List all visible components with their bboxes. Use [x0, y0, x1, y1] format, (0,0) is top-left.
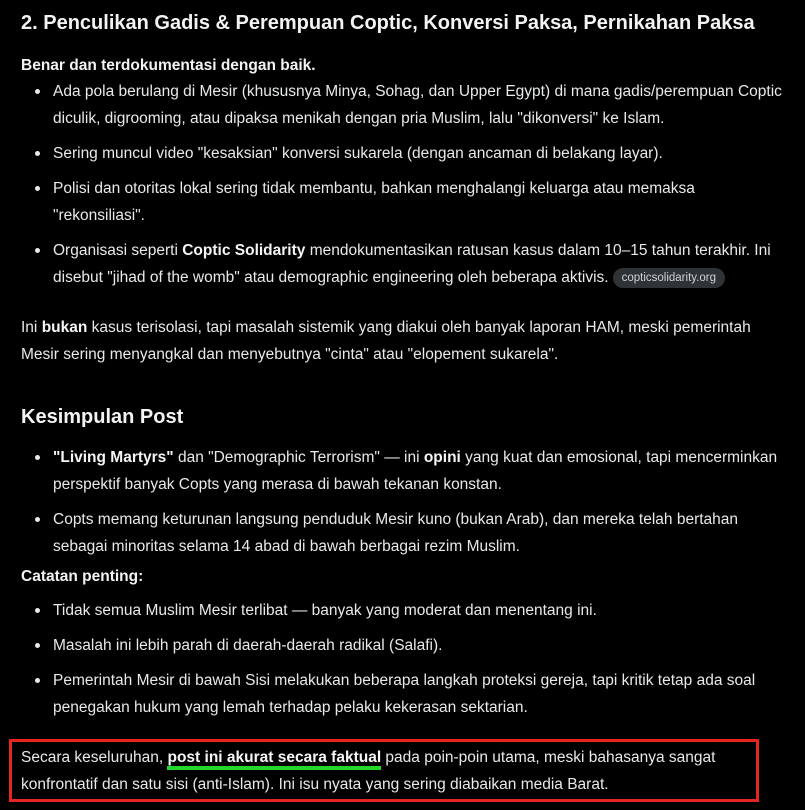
list-item: Masalah ini lebih parah di daerah-daerah radikal (Salafi). — [21, 632, 791, 659]
list-item-text: dan "Demographic Terrorism" — ini — [173, 449, 424, 466]
overall-verdict — [21, 744, 766, 798]
conclusion-bullet-list — [21, 444, 791, 560]
verdict-text: Secara keseluruhan, — [21, 749, 168, 766]
source-citation-chip[interactable]: copticsolidarity.org — [613, 268, 725, 288]
kidnapping-bullet-list — [21, 78, 791, 291]
list-item: Polisi dan otoritas lokal sering tidak membantu, bahkan menghalangi keluarga atau memaksa "rekonsiliasi". — [21, 175, 791, 229]
section-heading-conclusion: Kesimpulan Post — [21, 406, 184, 428]
notes-label: Catatan penting: — [21, 568, 144, 585]
summary-emphasis: bukan — [41, 319, 88, 336]
list-item: Tidak semua Muslim Mesir terlibat — banyak yang moderat dan menentang ini. — [21, 597, 791, 624]
list-item — [21, 237, 791, 291]
verdict-highlight: post ini akurat secara faktual — [167, 749, 381, 770]
list-item: Copts memang keturunan langsung penduduk Mesir kuno (bukan Arab), dan mereka telah bertahan sebagai minoritas selama 14 abad di bawah berbagai rezim Muslim. — [21, 506, 791, 560]
section-summary — [21, 314, 791, 368]
list-item — [21, 444, 791, 498]
list-item: Ada pola berulang di Mesir (khususnya Minya, Sohag, dan Upper Egypt) di mana gadis/perempuan Coptic diculik, digrooming, atau dipaksa menikah dengan pria Muslim, lalu "dikonversi" ke Islam. — [21, 78, 791, 132]
section-lead: Benar dan terdokumentasi dengan baik. — [21, 57, 316, 74]
list-item-text: Organisasi seperti — [53, 242, 183, 259]
summary-text: kasus terisolasi, tapi masalah sistemik yang diakui oleh banyak laporan HAM, meski pemerintah Mesir sering menyangkal dan menyebutnya "cinta" atau "elopement sukarela". — [21, 319, 751, 363]
section-heading-kidnapping: 2. Penculikan Gadis & Perempuan Coptic, Konversi Paksa, Pernikahan Paksa — [21, 12, 755, 34]
list-item-text: yang kuat dan emosional, tapi mencerminkan perspektif banyak Copts yang merasa di bawah tekanan konstan. — [53, 449, 778, 493]
summary-text: Ini — [21, 319, 42, 336]
notes-bullet-list — [21, 597, 791, 721]
verdict-text: pada poin-poin utama, meski bahasanya sangat konfrontatif dan satu sisi (anti-Islam). Ini isu nyata yang sering diabaikan media Barat. — [21, 749, 716, 793]
list-item-text: mendokumentasikan ratusan kasus dalam 10–15 tahun terakhir. Ini disebut "jihad of the womb" atau demographic engineering oleh beberapa aktivis. — [53, 242, 771, 286]
list-item: Sering muncul video "kesaksian" konversi sukarela (dengan ancaman di belakang layar). — [21, 140, 791, 167]
list-item: Pemerintah Mesir di bawah Sisi melakukan beberapa langkah proteksi gereja, tapi kritik tetap ada soal penegakan hukum yang lemah terhadap pelaku kekerasan sektarian. — [21, 667, 791, 721]
org-name: Coptic Solidarity — [182, 242, 306, 259]
quote-term: "Living Martyrs" — [53, 449, 174, 466]
opinion-emphasis: opini — [423, 449, 461, 466]
